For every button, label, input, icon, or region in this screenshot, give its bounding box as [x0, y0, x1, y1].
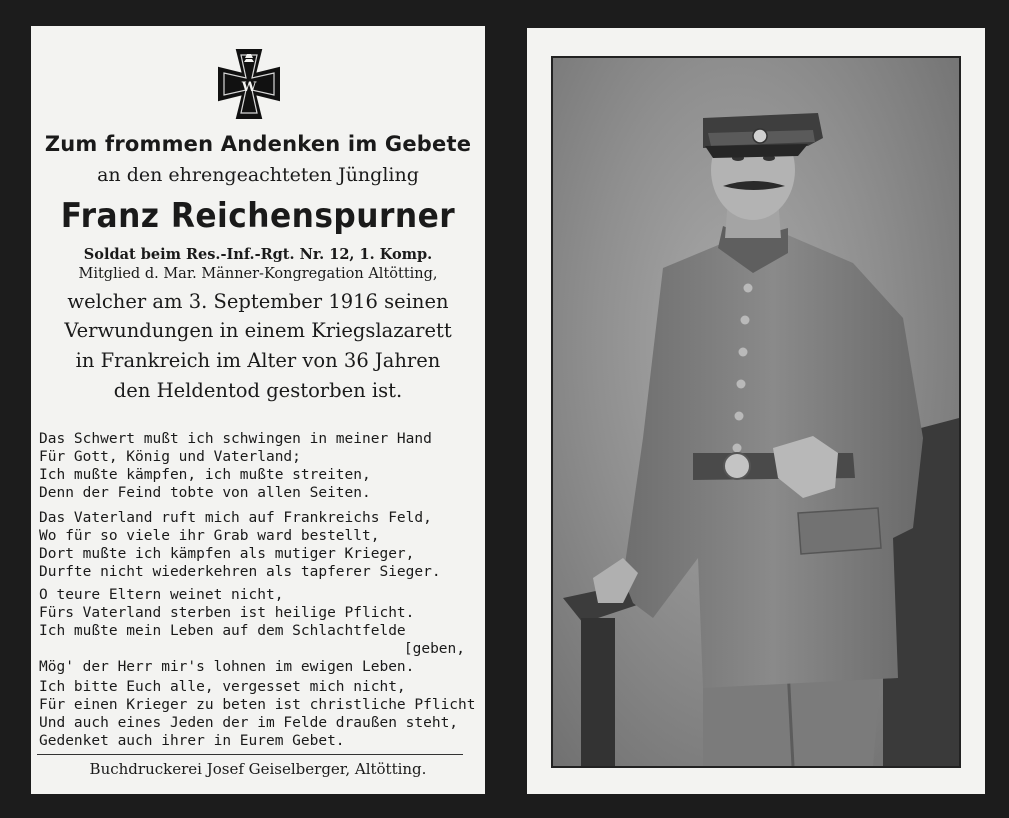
deceased-name: Franz Reichenspurner — [60, 196, 456, 236]
poem-line: Ich mußte kämpfen, ich mußte streiten, — [39, 467, 371, 483]
poem-line: Gedenket auch ihrer in Eurem Gebet. — [39, 733, 345, 749]
poem-line: [geben, — [403, 641, 465, 657]
poem-line: Ich mußte mein Leben auf dem Schlachtfelde — [39, 623, 406, 639]
soldier-portrait-photo — [551, 56, 961, 768]
body-line: Verwundungen in einem Kriegslazarett — [64, 319, 452, 342]
iron-cross-icon — [207, 42, 291, 126]
cross-monogram: W — [241, 80, 257, 95]
body-line: den Heldentod gestorben ist. — [113, 379, 403, 402]
poem-line: Denn der Feind tobte von allen Seiten. — [39, 485, 371, 501]
left-card — [31, 26, 485, 794]
poem-line: Durfte nicht wiederkehren als tapferer Sieger. — [39, 564, 441, 580]
right-card — [527, 28, 985, 794]
body-line: welcher am 3. September 1916 seinen — [67, 290, 449, 313]
card-title: Zum frommen Andenken im Gebete — [44, 132, 472, 156]
poem-line: O teure Eltern weinet nicht, — [39, 587, 284, 603]
poem-line: Das Schwert mußt ich schwingen in meiner Hand — [39, 431, 432, 447]
card-subtitle: an den ehrengeachteten Jüngling — [97, 164, 419, 186]
poem-stanza — [39, 678, 479, 750]
poem-line: Mög' der Herr mir's lohnen im ewigen Leben. — [39, 659, 415, 675]
poem-line: Ich bitte Euch alle, vergesset mich nicht, — [39, 679, 406, 695]
body-line: in Frankreich im Alter von 36 Jahren — [75, 349, 441, 372]
poem-line: Das Vaterland ruft mich auf Frankreichs Feld, — [39, 510, 432, 526]
poem-stanza — [39, 586, 479, 676]
poem-line: Für Gott, König und Vaterland; — [39, 449, 301, 465]
portrait-illustration — [553, 58, 959, 766]
poem-line: Für einen Krieger zu beten ist christliche Pflicht — [39, 697, 476, 713]
military-unit: Soldat beim Res.-Inf.-Rgt. Nr. 12, 1. Komp. — [83, 246, 433, 263]
poem-stanza — [39, 430, 479, 502]
poem-stanza — [39, 509, 479, 581]
printer-credit: Buchdruckerei Josef Geiselberger, Altötting. — [89, 760, 427, 778]
divider-line — [37, 754, 463, 755]
poem-line: Und auch eines Jeden der im Felde draußen steht, — [39, 715, 459, 731]
poem-line: Wo für so viele ihr Grab ward bestellt, — [39, 528, 380, 544]
poem-line: Fürs Vaterland sterben ist heilige Pflicht. — [39, 605, 415, 621]
membership-line: Mitglied d. Mar. Männer-Kongregation Altötting, — [78, 266, 438, 282]
poem-line: Dort mußte ich kämpfen als mutiger Krieger, — [39, 546, 415, 562]
